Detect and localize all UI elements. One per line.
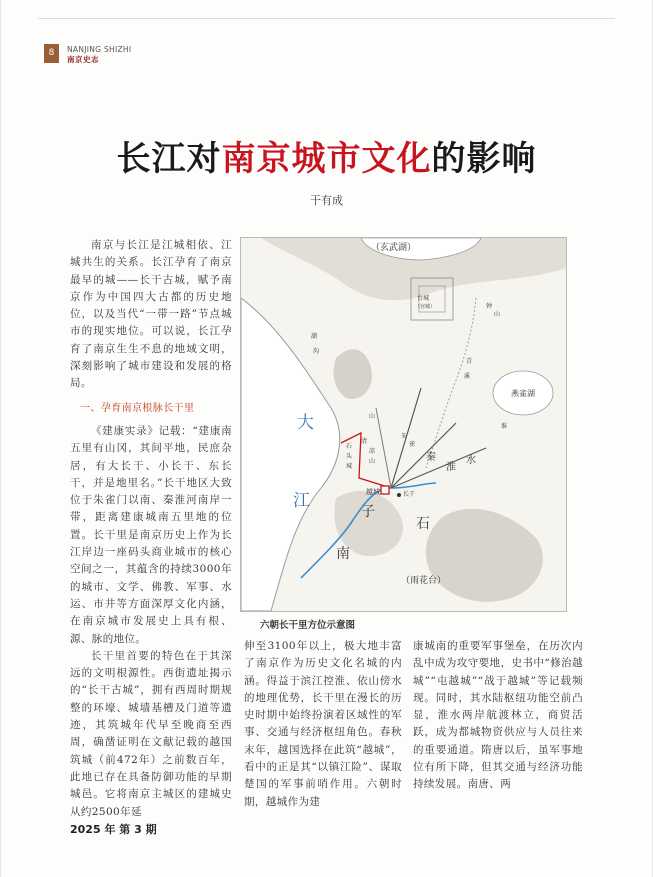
- label-taicheng: 台城: [417, 295, 430, 302]
- magazine-name-cn: 南京史志: [67, 55, 99, 64]
- paragraph-1: 《建康实录》记载：“建康南五里有山冈，其间平地，民庶杂居，有大长干、小长干、东长干，并是地里名。”长干地区大致位于朱雀门以南、秦淮河南岸一带，距离建康城南五里地的位置。长干里是南京历史上作为长江岸边一座码头商业城市的核心空间之一，其蕴含的持续3000年的城市、文学、佛教、军事、水运、市井等方面深厚文化内涵，在南京城市发展史上具有根、源、脉的地位。: [70, 424, 232, 645]
- label-zhu: 朱: [401, 433, 408, 440]
- label-qin: 秦: [426, 452, 436, 463]
- label-qing: 青: [466, 358, 473, 365]
- section-heading: 一、孕育南京根脉长干里: [80, 402, 195, 414]
- title-part-2: 的影响: [431, 139, 537, 179]
- author-name: 干有成: [310, 194, 343, 207]
- article-title: [0, 131, 653, 180]
- label-gou: 沟: [313, 348, 320, 355]
- label-yanque-lake: 燕雀湖: [511, 389, 535, 398]
- label-mtn-4: 山: [369, 458, 376, 465]
- label-mtn-3: 凉: [369, 448, 376, 455]
- label-xi: 溪: [464, 373, 471, 380]
- yuecheng-marker: [381, 486, 389, 494]
- magazine-name-en: NANJING SHIZHI: [67, 45, 132, 54]
- label-yuhuatai: （雨花台）: [401, 576, 447, 586]
- label-que: 雀: [409, 441, 416, 448]
- text-column-3: [413, 638, 583, 794]
- label-huai-east: 淮: [501, 423, 508, 430]
- paragraph-2: 长干里首要的特色在于其深远的文明根源性。西街遗址揭示的“长干古城”，拥有西周时期规整的环壕、城墙基槽及门道等遗迹，其筑城年代早至晚商至西周，确凿证明在文献记载的越国筑城（前472年）之前数百年，此地已存在具备防御功能的早期城邑。它将南京主城区的建城史从约2500年延: [70, 649, 232, 818]
- map-figure: [240, 237, 567, 612]
- map-svg: [241, 238, 566, 611]
- label-cheng: 城: [346, 463, 353, 470]
- label-river-jiang: 江: [293, 491, 310, 511]
- label-tou: 头: [346, 453, 353, 460]
- label-xuanwu-lake: （玄武湖）: [371, 243, 417, 253]
- label-chao: 潮: [311, 333, 318, 340]
- title-highlight: 南京城市文化: [221, 139, 432, 179]
- map-caption: 六朝长干里方位示意图: [260, 620, 356, 631]
- label-zhong: 钟: [486, 303, 493, 310]
- issue-footer: 2025 年 第 3 期: [70, 823, 157, 836]
- label-mtn-2: 清: [361, 438, 368, 445]
- label-shi2: 石: [346, 443, 353, 450]
- label-mtn-1: 山: [369, 413, 376, 420]
- title-part-1: 长江对: [116, 139, 222, 179]
- header-rule: [38, 18, 615, 19]
- label-zi: 子: [361, 504, 375, 520]
- label-river-da: 大: [297, 413, 314, 433]
- label-changgan: 长干: [403, 491, 416, 498]
- label-huai: 淮: [446, 462, 456, 473]
- label-gongcheng: （宫城）: [415, 304, 436, 310]
- label-yuecheng: 越城: [366, 488, 380, 496]
- text-column-2: [244, 638, 402, 811]
- label-shi: 石: [416, 516, 430, 532]
- paragraph-2-continued-2: 康城南的重要军事堡垒，在历次内乱中成为攻守要地，史书中“修治越城”“屯越城”“战于越城”等记载频现。同时，其水陆枢纽功能空前凸显，淮水两岸航渡林立，商贸活跃，成为都城物资供应与人员往来的重要通道。隋唐以后，虽军事地位有所下降，但其交通与经济功能持续发展。南唐、两: [413, 640, 583, 791]
- page-number: 8: [44, 44, 59, 63]
- label-shui: 水: [466, 455, 476, 466]
- label-nan: 南: [336, 546, 350, 562]
- paragraph-2-continued: 伸至3100年以上，极大地丰富了南京作为历史文化名城的内涵。得益于滨江控淮、依山傍水的地理优势，长干里在漫长的历史时期中始终扮演着区域性的军事、交通与经济枢纽角色。春秋末年，越国选择在此筑“越城”，看中的正是其“以镇江险”、谋取楚国的军事前哨作用。六朝时期，越城作为建: [244, 640, 402, 808]
- label-shan: 山: [494, 311, 501, 318]
- intro-paragraph: 南京与长江是江城相依、江城共生的关系。长江孕育了南京最早的城——长干古城，赋予南京作为中国四大古都的历史地位，以及当代“一带一路”节点城市的现实地位。可以说，长江孕育了南京生生不息的地域文明，深刻影响了城市建设和发展的格局。: [70, 239, 232, 390]
- changgan-marker: [397, 493, 401, 497]
- text-column-1: [70, 237, 232, 821]
